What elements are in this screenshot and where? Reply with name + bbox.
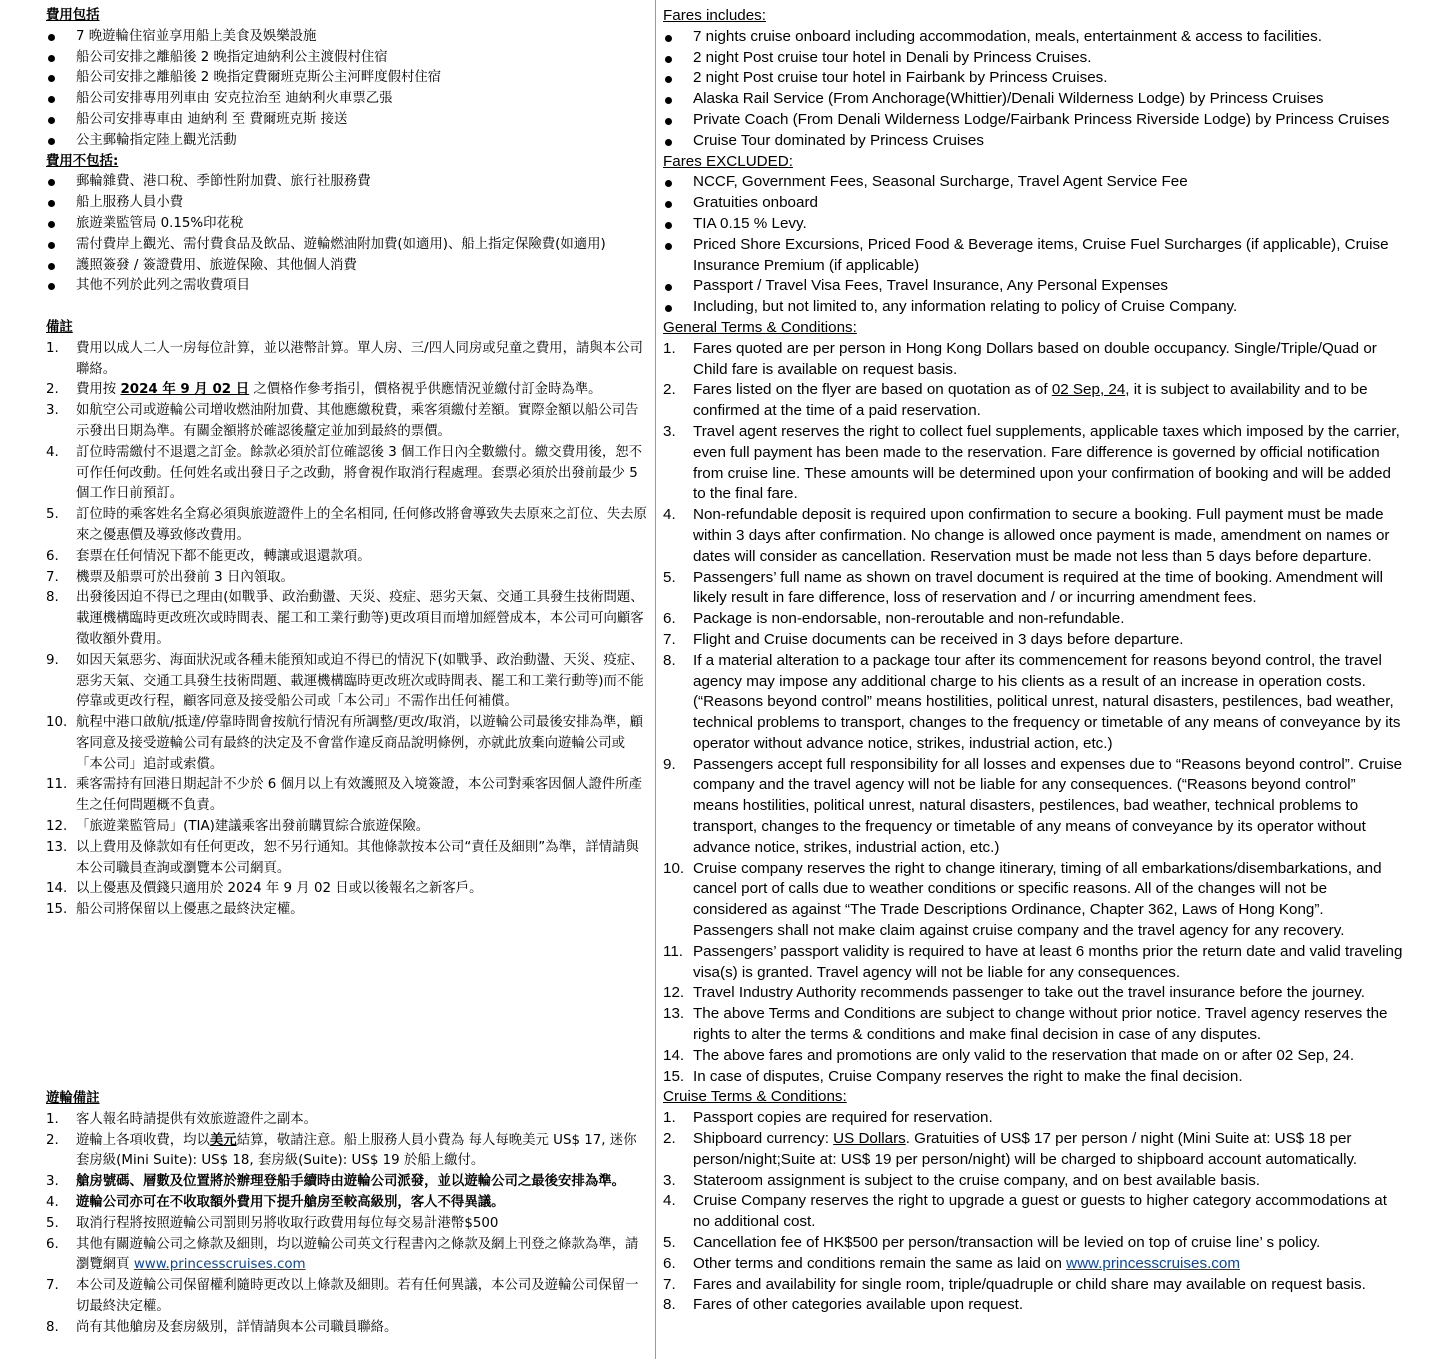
bullet-icon bbox=[665, 76, 672, 83]
bullet-icon bbox=[665, 118, 672, 125]
bullet-item bbox=[46, 276, 648, 297]
item-text: NCCF, Government Fees, Seasonal Surcharge, Travel Agent Service Fee bbox=[693, 173, 1188, 191]
bullet-icon bbox=[665, 243, 672, 250]
item-text: Shipboard currency: bbox=[693, 1130, 834, 1148]
bullet-item bbox=[663, 68, 1403, 89]
item-text: Cruise company reserves the right to change itinerary, timing of all embarkations/disembarkations, and cancel port of calls due to weather conditions or specific reasons. All of the changes will not be considered as against “The Trade Descriptions Ordinance, Chapter 362, Laws of Hong Kong”. Passengers shall not make claim against cruise company and the travel agency for any recovery. bbox=[693, 859, 1382, 940]
item-text: 出發後因迫不得已之理由(如戰爭、政治動盪、天災、疫症、惡劣天氣、交通工具發生技術問題、載運機構臨時更改班次或時間表、罷工和工業行動等)更改項目而增加經營成本，本公司可向顧客徵收額外費用。 bbox=[76, 590, 644, 647]
item-number: 12. bbox=[46, 819, 68, 835]
item-text: Cruise Company reserves the right to upgrade a guest or guests to higher category accommodations at no additional cost. bbox=[693, 1192, 1387, 1231]
bullet-item bbox=[663, 48, 1403, 69]
bullet-icon bbox=[48, 179, 55, 186]
item-text: 遊輪上各項收費，均以 bbox=[76, 1132, 210, 1148]
bullet-icon bbox=[48, 263, 55, 270]
item-text: Fares of other categories available upon request. bbox=[693, 1296, 1024, 1314]
item-text: Package is non-endorsable, non-reroutable and non-refundable. bbox=[693, 610, 1125, 628]
item-text: Other terms and conditions remain the same as laid on bbox=[693, 1254, 1067, 1272]
cruise-notes-zh bbox=[46, 1089, 648, 1339]
website-link[interactable]: www.princesscruises.com bbox=[1066, 1254, 1240, 1272]
excludes-list-en bbox=[663, 172, 1403, 318]
numbered-item bbox=[46, 651, 648, 713]
item-number: 7. bbox=[663, 1275, 676, 1293]
currency-highlight: US Dollars bbox=[833, 1130, 906, 1148]
numbered-item bbox=[663, 651, 1403, 755]
item-number: 9. bbox=[663, 755, 676, 773]
cruise-title-en: Cruise Terms & Conditions: bbox=[663, 1088, 847, 1106]
excludes-title-en: Fares EXCLUDED: bbox=[663, 152, 793, 170]
item-number: 2. bbox=[663, 1130, 676, 1148]
item-number: 4. bbox=[663, 506, 676, 524]
date-highlight: 2024 年 9 月 02 日 bbox=[120, 382, 250, 398]
item-number: 1. bbox=[46, 1111, 59, 1127]
includes-list-en bbox=[663, 27, 1403, 152]
excludes-title-zh: 費用不包括: bbox=[46, 153, 119, 169]
bullet-item bbox=[663, 235, 1403, 277]
item-number: 3. bbox=[663, 422, 676, 440]
item-text: Passport / Travel Visa Fees, Travel Insurance, Any Personal Expenses bbox=[693, 277, 1168, 295]
item-text: 機票及船票可於出發前 3 日內領取。 bbox=[76, 569, 294, 585]
item-number: 6. bbox=[46, 548, 59, 564]
item-number: 5. bbox=[46, 507, 59, 523]
item-text: 客人報名時請提供有效旅遊證件之副本。 bbox=[76, 1111, 318, 1127]
item-number: 6. bbox=[46, 1236, 59, 1252]
bullet-icon bbox=[48, 242, 55, 249]
item-text: Flight and Cruise documents can be received in 3 days before departure. bbox=[693, 630, 1184, 648]
item-text: 乘客需持有回港日期起計不少於 6 個月以上有效護照及入境簽證，本公司對乘客因個人證件所產生之任何問題概不負責。 bbox=[76, 777, 643, 814]
terms-list-en bbox=[663, 339, 1403, 1088]
item-number: 8. bbox=[663, 651, 676, 669]
numbered-item bbox=[46, 568, 648, 589]
bullet-item bbox=[663, 110, 1403, 131]
item-text: 2 night Post cruise tour hotel in Fairbank by Princess Cruises. bbox=[693, 69, 1108, 87]
item-text: 之價格作參考指引，價格視乎供應情況並繳付訂金時為準。 bbox=[249, 382, 602, 398]
item-text: . Gratuities of US$ 17 per person / night (Mini Suite at: US$ 18 per person/night;Suite at: US$ 19 per person/night) will be charged to shipboard account automatically. bbox=[693, 1130, 1358, 1168]
numbered-item bbox=[663, 1254, 1403, 1275]
item-text: 「旅遊業監管局」(TIA)建議乘客出發前購買綜合旅遊保險。 bbox=[76, 819, 430, 835]
includes-title-en: Fares includes: bbox=[663, 7, 766, 24]
item-text: 套票在任何情況下都不能更改，轉讓或退還款項。 bbox=[76, 548, 371, 564]
numbered-item bbox=[663, 1295, 1403, 1316]
cruise-list-zh bbox=[46, 1110, 648, 1339]
bullet-icon bbox=[48, 138, 55, 145]
item-number: 8. bbox=[663, 1296, 676, 1314]
item-number: 7. bbox=[46, 569, 59, 585]
item-text: 結算，敬請注意。船上服務人員小費為 每人每晚美元 US$ 17, 迷你套房級(Mini Suite): US$ 18, 套房級(Suite): US$ 19 於船上繳付。 bbox=[76, 1132, 637, 1169]
item-number: 8. bbox=[46, 1319, 59, 1335]
numbered-item bbox=[663, 755, 1403, 859]
item-text-bold: 艙房號碼、層數及位置將於辦理登船手續時由遊輪公司派發，並以遊輪公司之最後安排為準。 bbox=[76, 1174, 626, 1190]
numbered-item bbox=[46, 505, 648, 547]
item-number: 5. bbox=[663, 1234, 676, 1252]
item-text: 費用按 bbox=[76, 382, 121, 398]
website-link[interactable]: www.princesscruises.com bbox=[133, 1257, 306, 1273]
item-number: 1. bbox=[663, 1109, 676, 1127]
bullet-icon bbox=[665, 56, 672, 63]
bullet-item bbox=[663, 193, 1403, 214]
item-text: 尚有其他艙房及套房級別，詳情請與本公司職員聯絡。 bbox=[76, 1319, 398, 1335]
item-text: Travel Industry Authority recommends passenger to take out the travel insurance before the journey. bbox=[693, 984, 1365, 1002]
item-text: 如因天氣惡劣、海面狀況或各種未能預知或迫不得已的情況下(如戰爭、政治動盪、天災、疫症、惡劣天氣、交通工具發生技術問題、載運機構臨時更改班次或時間表、罷工和工業行動等)而不能停靠或更改行程，顧客同意及接受船公司或「本公司」不需作出任何補償。 bbox=[76, 652, 644, 710]
bullet-icon bbox=[48, 75, 55, 82]
item-number: 13. bbox=[663, 1005, 685, 1023]
includes-list-zh bbox=[46, 27, 648, 152]
item-text: 如航空公司或遊輪公司增收燃油附加費、其他應繳稅費，乘客須繳付差額。實際金額以船公司告示發出日期為準。有關金額將於確認後釐定並加到最終的票價。 bbox=[76, 403, 639, 439]
bullet-item bbox=[46, 131, 648, 152]
item-text: Private Coach (From Denali Wilderness Lodge/Fairbank Princess Riverside Lodge) by Princess Cruises bbox=[693, 110, 1390, 128]
numbered-item bbox=[663, 568, 1403, 610]
bullet-item bbox=[46, 256, 648, 277]
item-text: Priced Shore Excursions, Priced Food & Beverage items, Cruise Fuel Surcharges (if applicable), Cruise Insurance Premium (if applicable) bbox=[693, 235, 1389, 274]
item-text: 旅遊業監管局 0.15%印花稅 bbox=[76, 215, 244, 231]
item-number: 2. bbox=[46, 1132, 59, 1148]
numbered-item bbox=[663, 1275, 1403, 1296]
item-text: Fares quoted are per person in Hong Kong Dollars based on double occupancy. Single/Triple/Quad or Child fare is available on request basis. bbox=[693, 339, 1377, 378]
item-text: Including, but not limited to, any information relating to policy of Cruise Company. bbox=[693, 298, 1238, 316]
item-text: 2 night Post cruise tour hotel in Denali by Princess Cruises. bbox=[693, 48, 1092, 66]
item-text: Passport copies are required for reservation. bbox=[693, 1109, 993, 1127]
numbered-item bbox=[46, 547, 648, 568]
excludes-list-zh bbox=[46, 172, 648, 297]
bullet-icon bbox=[665, 222, 672, 229]
item-text: 7 nights cruise onboard including accommodation, meals, entertainment & access to facilities. bbox=[693, 27, 1322, 45]
bullet-item bbox=[663, 172, 1403, 193]
numbered-item bbox=[663, 1171, 1403, 1192]
item-text: 船公司安排專車由 迪納利 至 費爾班克斯 接送 bbox=[76, 111, 348, 127]
item-text: 其他有關遊輪公司之條款及細則，均以遊輪公司英文行程書內之條款及網上刊登之條款為準，請瀏覽網頁 bbox=[76, 1236, 639, 1273]
numbered-item bbox=[46, 1172, 648, 1193]
bullet-icon bbox=[665, 305, 672, 312]
item-number: 10. bbox=[663, 859, 685, 877]
numbered-item bbox=[46, 380, 648, 401]
item-text: 取消行程將按照遊輪公司罰則另將收取行政費用每位每交易計港幣$500 bbox=[76, 1215, 499, 1231]
item-text: 護照簽發 / 簽證費用、旅遊保險、其他個人消費 bbox=[76, 257, 357, 273]
item-number: 10. bbox=[46, 715, 68, 731]
item-text: 其他不列於此列之需收費項目 bbox=[76, 278, 251, 294]
item-number: 5. bbox=[46, 1215, 59, 1231]
bullet-item bbox=[46, 48, 648, 69]
item-text: 郵輪雜費、港口稅、季節性附加費、旅行社服務費 bbox=[76, 174, 371, 190]
numbered-item bbox=[663, 983, 1403, 1004]
numbered-item bbox=[663, 609, 1403, 630]
numbered-item bbox=[663, 1129, 1403, 1171]
numbered-item bbox=[46, 1131, 648, 1173]
item-number: 4. bbox=[46, 444, 59, 460]
item-text: 公主郵輪指定陸上觀光活動 bbox=[76, 132, 237, 148]
bullet-item bbox=[663, 89, 1403, 110]
item-text: The above fares and promotions are only valid to the reservation that made on or after 02 Sep, 24. bbox=[693, 1046, 1355, 1064]
item-number: 5. bbox=[663, 568, 676, 586]
item-text: Passengers accept full responsibility for all losses and expenses due to “Reasons beyond control”. Cruise company and the travel agency will not be liable for any consequences. (“Reasons beyond control” means hostilities, political unrest, natural disasters, pestilences, bad weather, technical problems to transport, changes to the frequency or timetable of any means of conveyance by its operator without advance notice, strikes, industrial action, etc.) bbox=[693, 755, 1403, 856]
item-text: TIA 0.15 % Levy. bbox=[693, 214, 807, 232]
notes-list-zh bbox=[46, 339, 648, 921]
item-number: 4. bbox=[663, 1192, 676, 1210]
item-text: Fares and availability for single room, triple/quadruple or child share may available on request basis. bbox=[693, 1275, 1366, 1293]
item-text: In case of disputes, Cruise Company reserves the right to make the final decision. bbox=[693, 1067, 1243, 1085]
item-text: 航程中港口啟航/抵達/停靠時間會按航行情況有所調整/更改/取消，以遊輪公司最後安排為準，顧客同意及接受遊輪公司有最終的決定及不會當作違反商品說明條例，亦就此放棄向遊輪公司或「本公司」追討或索償。 bbox=[76, 715, 644, 772]
bullet-item bbox=[46, 89, 648, 110]
numbered-item bbox=[46, 588, 648, 650]
bullet-icon bbox=[665, 139, 672, 146]
item-number: 3. bbox=[46, 403, 59, 419]
chinese-column bbox=[46, 6, 648, 921]
item-number: 8. bbox=[46, 590, 59, 606]
numbered-item bbox=[46, 1276, 648, 1318]
item-number: 15. bbox=[663, 1067, 685, 1085]
numbered-item bbox=[663, 859, 1403, 942]
item-text: 訂位時的乘客姓名全寫必須與旅遊證件上的全名相同, 任何修改將會導致失去原來之訂位、失去原來之優惠價及導致修改費用。 bbox=[76, 507, 647, 543]
item-text: Fares listed on the flyer are based on quotation as of bbox=[693, 381, 1052, 399]
bullet-icon bbox=[48, 34, 55, 41]
item-number: 9. bbox=[46, 652, 59, 668]
bullet-item bbox=[46, 68, 648, 89]
bullet-item bbox=[46, 235, 648, 256]
bullet-item bbox=[663, 297, 1403, 318]
cruise-title-zh: 遊輪備註 bbox=[46, 1091, 100, 1106]
item-text: 以上優惠及價錢只適用於 2024 年 9 月 02 日或以後報名之新客戶。 bbox=[76, 881, 483, 897]
bullet-icon bbox=[665, 180, 672, 187]
item-text: 本公司及遊輪公司保留權利隨時更改以上條款及細則。若有任何異議，本公司及遊輪公司保留一切最終決定權。 bbox=[76, 1278, 639, 1314]
item-text: If a material alteration to a package tour after its commencement for reasons beyond control, the travel agency may impose any additional charge to his clients as a result of an increase in operation costs. (“Reasons beyond control” means hostilities, political unrest, natural disasters, pestilences, bad weather, technical problems to transport, changes to the frequency or timetable of any means of conveyance by its operator without advance notice, strikes, industrial action, etc.) bbox=[693, 651, 1401, 752]
item-number: 15. bbox=[46, 902, 68, 918]
numbered-item bbox=[663, 380, 1403, 422]
item-number: 11. bbox=[663, 942, 683, 960]
numbered-item bbox=[46, 401, 648, 443]
item-number: 6. bbox=[663, 1254, 676, 1272]
numbered-item bbox=[46, 1235, 648, 1277]
cruise-list-en bbox=[663, 1108, 1403, 1316]
item-text: Passengers’ passport validity is required to have at least 6 months prior the return date and valid traveling visa(s) is granted. Travel agency will not be liable for any consequences. bbox=[693, 942, 1403, 981]
bullet-item bbox=[46, 110, 648, 131]
item-text: Gratuities onboard bbox=[693, 194, 818, 212]
bullet-icon bbox=[665, 284, 672, 291]
numbered-item bbox=[663, 1004, 1403, 1046]
numbered-item bbox=[46, 838, 648, 880]
bullet-icon bbox=[48, 55, 55, 62]
currency-highlight: 美元 bbox=[209, 1132, 237, 1148]
item-number: 7. bbox=[46, 1278, 59, 1294]
numbered-item bbox=[46, 1193, 648, 1214]
bullet-item bbox=[46, 193, 648, 214]
numbered-item bbox=[663, 1233, 1403, 1254]
item-text: 7 晚遊輪住宿並享用船上美食及娛樂設施 bbox=[76, 28, 317, 44]
bullet-item bbox=[663, 131, 1403, 152]
bullet-item bbox=[663, 276, 1403, 297]
item-text: 訂位時需繳付不退還之訂金。餘款必須於訂位確認後 3 個工作日內全數繳付。繳交費用後，恕不可作任何改動。任何姓名或出發日子之改動，將會視作取消行程處理。套票必須於出發前最少 5 個工作日前預訂。 bbox=[76, 444, 643, 502]
numbered-item bbox=[663, 1067, 1403, 1088]
bullet-icon bbox=[48, 283, 55, 290]
bullet-icon bbox=[48, 221, 55, 228]
item-text: Non-refundable deposit is required upon confirmation to secure a booking. Full payment must be made within 3 days after confirmation. No change is allowed once payment is made, amendment on names or dates will consider as cancellation. Reservation must be made not less than 5 days before departure. bbox=[693, 506, 1390, 565]
item-text: 費用以成人二人一房每位計算，並以港幣計算。單人房、三/四人同房或兒童之費用，請與本公司聯絡。 bbox=[76, 340, 643, 377]
numbered-item bbox=[46, 817, 648, 838]
item-text-bold: 遊輪公司亦可在不收取額外費用下提升艙房至較高級別，客人不得異議。 bbox=[76, 1194, 505, 1210]
item-number: 13. bbox=[46, 839, 68, 855]
item-text: 船公司安排之離船後 2 晚指定費爾班克斯公主河畔度假村住宿 bbox=[76, 70, 442, 86]
item-text: Passengers’ full name as shown on travel document is required at the time of booking. Amendment will likely result in fare difference, loss of reservation and / or incurring amendment fees. bbox=[693, 568, 1383, 607]
english-column bbox=[663, 6, 1403, 1316]
item-number: 3. bbox=[46, 1174, 59, 1190]
item-text: 船公司安排之離船後 2 晚指定迪納利公主渡假村住宿 bbox=[76, 49, 388, 65]
bullet-icon bbox=[48, 200, 55, 207]
item-text: Cancellation fee of HK$500 per person/transaction will be levied on top of cruise line’ s policy. bbox=[693, 1234, 1321, 1252]
item-number: 2. bbox=[46, 382, 59, 398]
item-number: 14. bbox=[46, 881, 68, 897]
numbered-item bbox=[46, 339, 648, 381]
terms-title-en: General Terms & Conditions: bbox=[663, 318, 857, 336]
item-number: 14. bbox=[663, 1046, 685, 1064]
numbered-item bbox=[663, 505, 1403, 567]
item-text: 以上費用及條款如有任何更改，恕不另行通知。其他條款按本公司“責任及細則”為準，詳情請與本公司職員查詢或瀏覽本公司網頁。 bbox=[76, 839, 639, 876]
numbered-item bbox=[46, 879, 648, 900]
item-text: The above Terms and Conditions are subject to change without prior notice. Travel agency reserves the rights to alter the terms & conditions and make final decision in case of any disputes. bbox=[693, 1005, 1388, 1044]
item-number: 12. bbox=[663, 984, 685, 1002]
date-highlight: 02 Sep, 24 bbox=[1051, 381, 1126, 399]
item-number: 1. bbox=[663, 339, 676, 357]
numbered-item bbox=[46, 1318, 648, 1339]
column-divider bbox=[655, 0, 656, 1359]
numbered-item bbox=[663, 1191, 1403, 1233]
bullet-icon bbox=[665, 201, 672, 208]
item-number: 3. bbox=[663, 1171, 676, 1189]
numbered-item bbox=[46, 1110, 648, 1131]
includes-title-zh: 費用包括 bbox=[46, 8, 100, 23]
item-text: , it is subject to availability and to be confirmed at the time of a paid reservation. bbox=[693, 381, 1368, 420]
item-number: 4. bbox=[46, 1194, 59, 1210]
item-text: 需付費岸上觀光、需付費食品及飲品、遊輪燃油附加費(如適用)、船上指定保險費(如適用) bbox=[76, 236, 606, 252]
item-text: 船上服務人員小費 bbox=[76, 195, 184, 211]
numbered-item bbox=[46, 443, 648, 505]
item-number: 2. bbox=[663, 381, 676, 399]
numbered-item bbox=[663, 339, 1403, 381]
numbered-item bbox=[663, 1108, 1403, 1129]
bullet-icon bbox=[48, 117, 55, 124]
bullet-item bbox=[663, 214, 1403, 235]
bullet-item bbox=[46, 27, 648, 48]
numbered-item bbox=[46, 900, 648, 921]
numbered-item bbox=[663, 942, 1403, 984]
bullet-icon bbox=[665, 35, 672, 42]
bullet-item bbox=[46, 172, 648, 193]
bullet-icon bbox=[48, 96, 55, 103]
item-text: Stateroom assignment is subject to the cruise company, and on best available basis. bbox=[693, 1171, 1261, 1189]
item-number: 1. bbox=[46, 340, 59, 356]
item-text: Travel agent reserves the right to collect fuel supplements, applicable taxes which imposed by the carrier, even full payment has been made to the reservation. Fare difference is governed by official notification from cruise line. These amounts will be determined upon your confirmation of booking and will be added to the final fare. bbox=[693, 422, 1400, 503]
bullet-item bbox=[663, 27, 1403, 48]
item-text: 船公司安排專用列車由 安克拉治至 迪納利火車票乙張 bbox=[76, 91, 393, 107]
numbered-item bbox=[663, 422, 1403, 505]
notes-title-zh: 備註 bbox=[46, 319, 73, 335]
item-text: Alaska Rail Service (From Anchorage(Whittier)/Denali Wilderness Lodge) by Princess Cruises bbox=[693, 90, 1324, 108]
item-text: Cruise Tour dominated by Princess Cruises bbox=[693, 131, 984, 149]
item-number: 6. bbox=[663, 610, 676, 628]
numbered-item bbox=[46, 713, 648, 775]
item-number: 11. bbox=[46, 777, 68, 793]
item-text: 船公司將保留以上優惠之最終決定權。 bbox=[76, 902, 304, 918]
numbered-item bbox=[663, 1046, 1403, 1067]
numbered-item bbox=[46, 1214, 648, 1235]
numbered-item bbox=[46, 775, 648, 817]
bullet-item bbox=[46, 214, 648, 235]
numbered-item bbox=[663, 630, 1403, 651]
bullet-icon bbox=[665, 97, 672, 104]
item-number: 7. bbox=[663, 630, 676, 648]
